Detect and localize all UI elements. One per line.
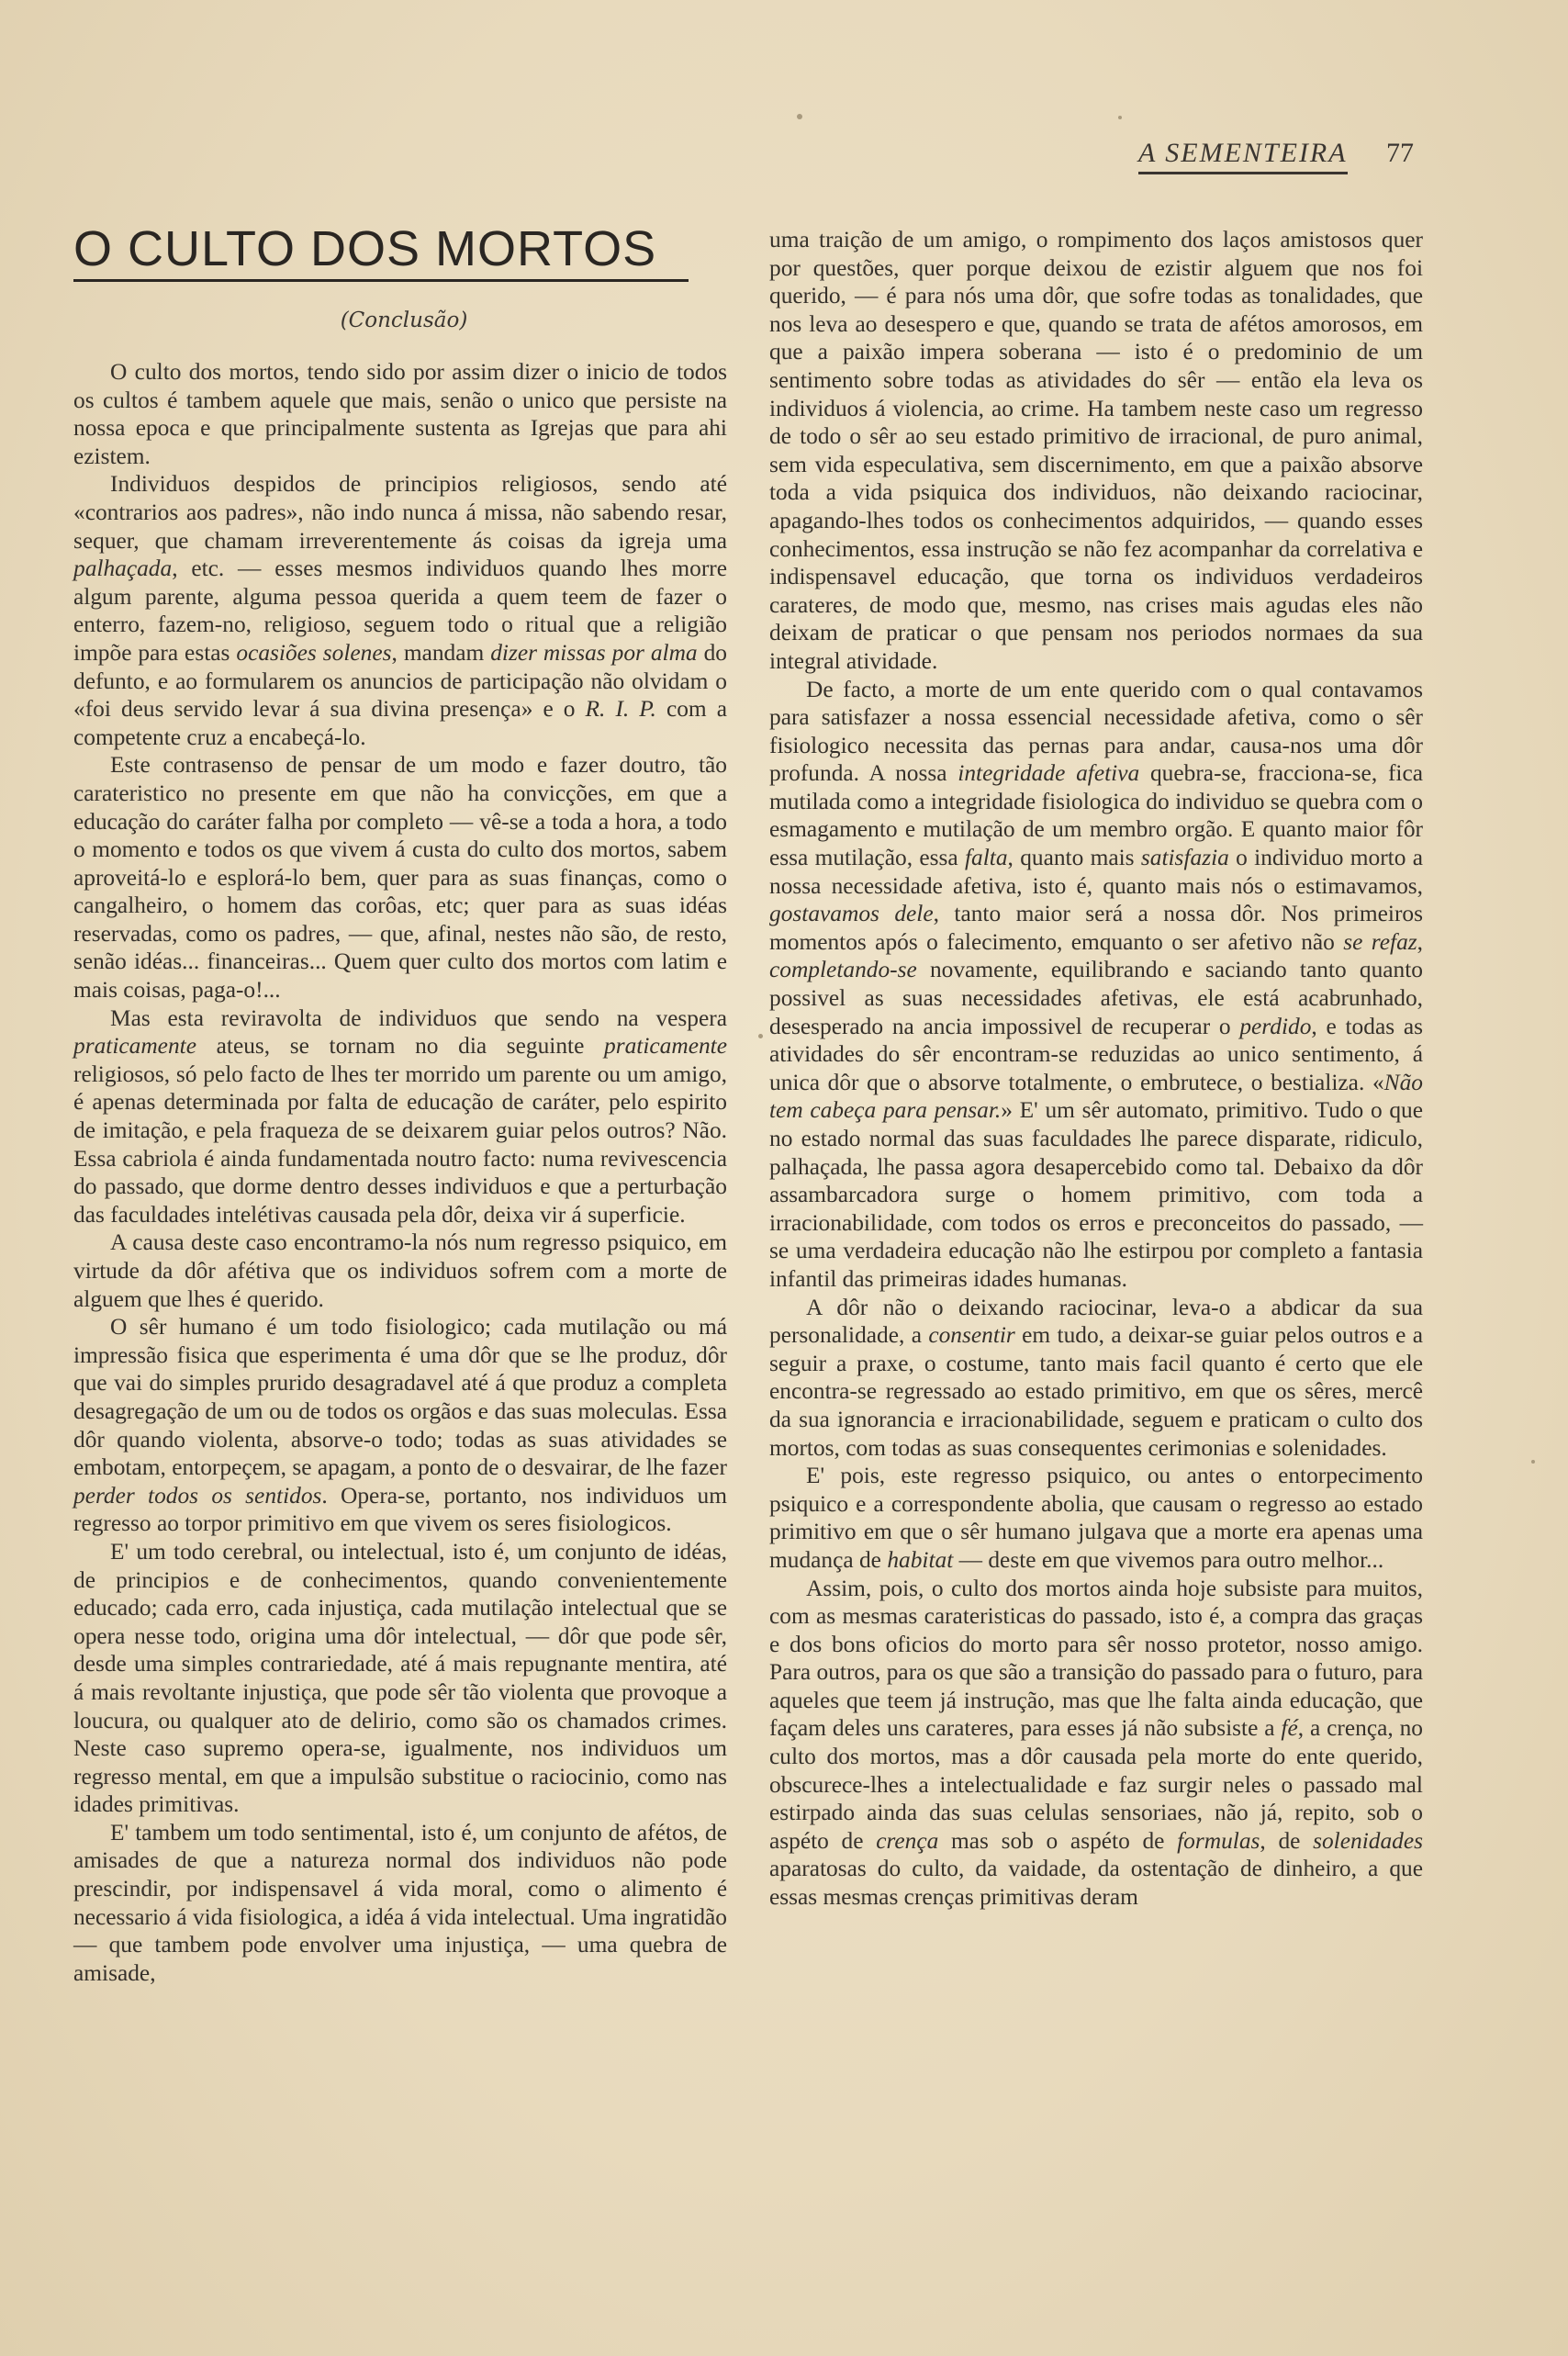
paper-speck xyxy=(797,114,802,119)
italic-text: Não tem cabeça para pensar. xyxy=(769,1069,1423,1124)
right-column xyxy=(769,226,1423,1912)
italic-text: perder todos os sentidos xyxy=(73,1482,322,1509)
text-run: O culto dos mortos, tendo sido por assim dizer o inicio de todos os cultos é tambem aquele que mais, senão o unico que persiste na nossa epoca e que principalmente sustenta as Igrejas que para ahi ezistem. xyxy=(73,359,727,469)
paragraph xyxy=(73,358,727,470)
paragraph xyxy=(769,1575,1423,1912)
text-run: Mas esta reviravolta de individuos que sendo na vespera xyxy=(110,1004,727,1031)
italic-text: formulas xyxy=(1177,1827,1260,1854)
paragraph xyxy=(769,1462,1423,1574)
left-column xyxy=(73,358,727,1987)
text-run: , tanto maior será a nossa dôr. Nos primeiros momentos após o falecimento, emquanto o ser afetivo não xyxy=(769,901,1423,955)
italic-text: gostavamos dele xyxy=(769,901,934,927)
italic-text: consentir xyxy=(928,1322,1015,1349)
paragraph xyxy=(73,1004,727,1229)
text-run: mas sob o aspéto de xyxy=(938,1827,1178,1854)
paragraph xyxy=(769,1294,1423,1463)
paper-speck xyxy=(1531,1460,1535,1464)
italic-text: dizer missas por alma xyxy=(490,639,698,666)
article-title: O CULTO DOS MORTOS xyxy=(73,220,689,282)
italic-text: R. I. P. xyxy=(585,696,656,723)
text-run: , mandam xyxy=(391,639,491,666)
paragraph xyxy=(73,470,727,751)
paper-speck xyxy=(758,1034,763,1038)
italic-text: integridade afetiva xyxy=(958,760,1140,787)
italic-text: perdido xyxy=(1239,1013,1312,1039)
text-run: Assim, pois, o culto dos mortos ainda hoje subsiste para muitos, com as mesmas carateristicas do passado, isto é, a compra das graças e dos bons oficios do morto para sêr nosso protetor, nosso amigo. Para outros, para os que são a transição do passado para o futuro, para aqueles que teem já instrução, mas que lhe falta ainda educação, que façam deles uns carateres, para esses já não subsiste a xyxy=(769,1575,1423,1742)
italic-text: ocasiões solenes xyxy=(236,639,392,666)
text-run: do defunto, e ao formularem os anuncios de participação não olvidam o «foi deus servido levar á sua divina presença» e o xyxy=(73,639,727,723)
text-run: uma traição de um amigo, o rompimento dos laços amistosos quer por questões, quer porque deixou de ezistir alguem que nos foi querido, — é para nós uma dôr, que sofre todas as tonalidades, que nos leva ao desespero e que, quando se trata de afétos amorosos, em que a paixão impera soberana — isto é o predominio de um sentimento sobre todas as atividades do sêr — então ela leva os individuos á violencia, ao crime. Ha tambem neste caso um regresso de todo o sêr ao seu estado primitivo de irracional, de puro animal, sem vida especulativa, sem discernimento, em que a paixão absorve toda a vida psiquica dos individuos, não deixando raciocinar, apagando-lhes todos os conhecimentos adquiridos, — quando esses conhecimentos, essa instrução se não fez acompanhar da correlativa e indispensavel educação, que torna os individuos verdadeiros carateres, de modo que, mesmo, nas crises mais agudas eles não deixam de praticar o que pensam nos periodos normaes da sua integral atividade. xyxy=(769,227,1423,674)
text-run: com a competente cruz a encabeçá-lo. xyxy=(73,696,727,750)
italic-text: falta xyxy=(964,845,1008,871)
paragraph xyxy=(73,1228,727,1313)
italic-text: se refaz xyxy=(1343,928,1417,955)
text-run: o individuo morto a nossa necessidade afetiva, isto é, quanto mais nós o estimavamos, xyxy=(769,845,1423,899)
text-run: Este contrasenso de pensar de um modo e fazer doutro, tão carateristico no presente em que não ha convicções, em que a educação do caráter falha por completo — vê-se a toda a hora, a todo o momento e todos os que vivem á custa do culto dos mortos, sabem aproveitá-lo e esplorá-lo bem, quer para as suas finanças, como o cangalheiro, o homem das corôas, etc; quer para as suas idéas reservadas, como os padres, — que, afinal, nestes não são, de resto, senão idéas... financeiras... Quem quer culto dos mortos com latim e mais coisas, paga-o!... xyxy=(73,752,727,1004)
text-run: O sêr humano é um todo fisiologico; cada mutilação ou má impressão fisica que esperimenta é uma dôr que se lhe produz, dôr que vai do simples prurido desagradavel até á que produz a completa desagregação de um ou de todos os orgãos e das suas moleculas. Essa dôr quando violenta, absorve-o todo; todas as suas atividades se embotam, entorpeçem, se apagam, a ponto de o desvairar, de lhe fazer xyxy=(73,1314,727,1481)
text-run: , etc. — esses mesmos individuos quando lhes morre algum parente, alguma pessoa querida a quem teem de fazer o enterro, fazem-no, religioso, seguem todo o ritual que a religião impõe para estas xyxy=(73,555,727,666)
text-run: religiosos, só pelo facto de lhes ter morrido um parente ou um amigo, é apenas determinada por falta de educação de caráter, pelo espirito de imitação, e pela fraqueza de se deixarem guiar pelos outros? Não. Essa cabriola é ainda fundamentada noutro facto: numa revivescencia do passado, que dorme dentro desses individuos e que a perturbação das faculdades intelétivas causada pela dôr, deixa vir á superficie. xyxy=(73,1060,727,1228)
italic-text: praticamente xyxy=(73,1033,196,1060)
text-run: novamente, equilibrando e saciando tanto quanto possivel as suas necessidades afetivas, ele está acabrunhado, desesperado na ancia impossivel de recuperar o xyxy=(769,957,1423,1039)
text-run: , quanto mais xyxy=(1007,845,1141,871)
paragraph xyxy=(73,1538,727,1819)
text-run: A causa deste caso encontramo-la nós num regresso psiquico, em virtude da dôr afétiva que os individuos sofrem com a morte de alguem que lhes é querido. xyxy=(73,1229,727,1312)
paragraph xyxy=(73,1819,727,1988)
text-run: , de xyxy=(1260,1827,1314,1854)
paragraph xyxy=(769,226,1423,676)
text-run: . Opera-se, portanto, nos individuos um regresso ao torpor primitivo em que vivem os seres fisiologicos. xyxy=(73,1482,727,1537)
text-run: Individuos despidos de principios religiosos, sendo até «contrarios aos padres», não indo nunca á missa, não sabendo resar, sequer, que chamam irreverentemente ás coisas da igreja uma xyxy=(73,471,727,554)
text-run: aparatosas do culto, da vaidade, da ostentação de dinheiro, a que essas mesmas crenças primitivas deram xyxy=(769,1856,1423,1911)
running-header xyxy=(1138,138,1414,169)
italic-text: praticamente xyxy=(604,1033,727,1060)
text-run: E' tambem um todo sentimental, isto é, um conjunto de afétos, de amisades de que a natureza normal dos individuos não pode prescindir, por indispensavel á vida moral, como o alimento é necessario á vida fisiologica, a idéa á vida intelectual. Uma ingratidão — que tambem pode envolver uma injustiça, — uma quebra de amisade, xyxy=(73,1819,727,1986)
text-run: ateus, se tornam no dia seguinte xyxy=(196,1033,605,1060)
text-run: , e todas as atividades do sêr encontram-se reduzidas ao unico sentimento, á unica dôr que o absorve totalmente, o embrutece, o bestializa. « xyxy=(769,1013,1423,1095)
paragraph xyxy=(73,751,727,1004)
publication-name: A SEMENTEIRA xyxy=(1138,138,1348,174)
article-subtitle: (Conclusão) xyxy=(340,309,468,332)
paper-speck xyxy=(1118,116,1122,119)
paragraph xyxy=(73,1313,727,1538)
page-number: 77 xyxy=(1386,138,1414,168)
text-run: — deste em que vivemos para outro melhor... xyxy=(953,1546,1384,1573)
text-run: , xyxy=(1417,928,1423,955)
italic-text: crença xyxy=(876,1827,939,1854)
text-run: , a crença, no culto dos mortos, mas a dôr causada pela morte do ente querido, obscurece-lhes a intelectualidade e faz surgir neles o passado mal estirpado ainda das suas celulas sensoriaes, não já, repito, sob o aspéto de xyxy=(769,1715,1423,1854)
paragraph xyxy=(769,676,1423,1294)
italic-text: habitat xyxy=(887,1546,954,1573)
text-run: De facto, a morte de um ente querido com o qual contavamos para satisfazer a nossa essencial necessidade afetiva, como o sêr fisiologico necessita das pernas para andar, causa-nos uma dôr profunda. A nossa xyxy=(769,676,1423,787)
text-run: » E' um sêr automato, primitivo. Tudo o que no estado normal das suas faculdades lhe parece disparate, ridiculo, palhaçada, lhe passa agora desapercebido como tal. Debaixo da dôr assambarcadora surge o homem primitivo, com toda a irracionabilidade, com todos os erros e preconceitos do passado, — se uma verdadeira educação não lhe estirpou por completo a fantasia infantil das primeiras idades humanas. xyxy=(769,1097,1423,1292)
text-run: em tudo, a deixar-se guiar pelos outros e a seguir a praxe, o costume, tanto mais facil quanto é certo que ele encontra-se regressado ao estado primitivo, em que os sêres, mercê da sua ignorancia e irracionabilidade, seguem e praticam o culto dos mortos, com todas as suas consequentes cerimonias e solenidades. xyxy=(769,1322,1423,1461)
italic-text: solenidades xyxy=(1313,1827,1423,1854)
italic-text: palhaçada xyxy=(73,555,173,582)
text-run: E' pois, este regresso psiquico, ou antes o entorpecimento psiquico e a correspondente abolia, que causam o regresso ao estado primitivo em que o sêr humano julgava que a morte era apenas uma mudança de xyxy=(769,1463,1423,1573)
text-run: quebra-se, fracciona-se, fica mutilada como a integridade fisiologica do individuo se quebra com o esmagamento e mutilação de um membro orgão. E quanto maior fôr essa mutilação, essa xyxy=(769,760,1423,871)
italic-text: fé xyxy=(1281,1715,1298,1742)
italic-text: satisfazia xyxy=(1140,845,1229,871)
text-run: A dôr não o deixando raciocinar, leva-o a abdicar da sua personalidade, a xyxy=(769,1294,1423,1349)
italic-text: completando-se xyxy=(769,957,917,983)
text-run: E' um todo cerebral, ou intelectual, isto é, um conjunto de idéas, de principios e de conhecimentos, quando convenientemente educado; cada erro, cada injustiça, cada mutilação intelectual que se opera nesse todo, origina uma dôr intelectual, — dôr que pode sêr, desde uma simples contrariedade, até á mais repugnante mentira, até á mais revoltante injustiça, que pode sêr tão violenta que provoque a loucura, ou qualquer ato de delirio, como são os chamados crimes. Neste caso supremo opera-se, igualmente, nos individuos um regresso mental, em que a impulsão substitue o raciocinio, como nas idades primitivas. xyxy=(73,1538,727,1818)
